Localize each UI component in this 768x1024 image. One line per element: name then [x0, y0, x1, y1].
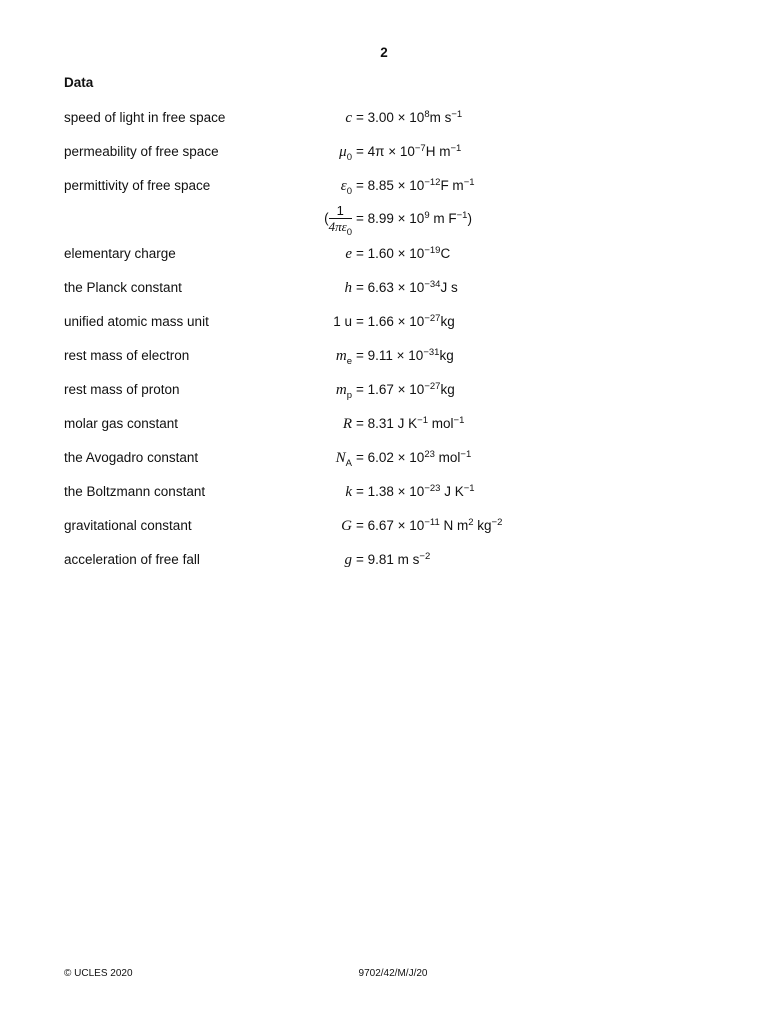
constant-label: acceleration of free fall — [64, 552, 200, 567]
constant-label: speed of light in free space — [64, 110, 226, 125]
value-exponent: −1 — [417, 415, 429, 426]
constant-row — [64, 280, 584, 300]
unit-exponent: −1 — [456, 210, 468, 221]
value-exponent: −23 — [424, 483, 441, 494]
symbol-subscript: e — [346, 356, 352, 367]
symbol-text: m — [335, 382, 347, 398]
unit-text: N m — [439, 518, 469, 533]
data-heading: Data — [64, 75, 94, 90]
value-text: = 6.63 × 10 — [356, 280, 425, 295]
unit-text: J K — [440, 484, 464, 499]
reciprocal-row — [64, 204, 584, 238]
constant-value — [356, 416, 464, 431]
constant-label: the Avogadro constant — [64, 450, 199, 465]
symbol-text: m — [335, 348, 347, 364]
unit-text: kg — [439, 348, 454, 363]
constant-label: elementary charge — [64, 246, 176, 261]
value-text: = 6.67 × 10 — [356, 518, 425, 533]
value-text: = 8.85 × 10 — [356, 178, 425, 193]
unit-exponent: −1 — [463, 483, 475, 494]
unit-text: H m — [425, 144, 451, 159]
value-exponent: −34 — [424, 279, 441, 290]
value-text: = 1.60 × 10 — [356, 246, 425, 261]
constant-row — [64, 552, 584, 572]
unit-text: F m — [440, 178, 464, 193]
constant-row — [64, 416, 584, 436]
constant-value — [356, 144, 461, 159]
constant-value — [356, 484, 475, 499]
constant-value — [356, 178, 475, 193]
constant-label: gravitational constant — [64, 518, 192, 533]
constant-value — [356, 382, 455, 397]
symbol-subscript: p — [346, 390, 352, 401]
constant-label: the Boltzmann constant — [64, 484, 206, 499]
value-text: = 6.02 × 10 — [356, 450, 425, 465]
constant-row — [64, 484, 584, 504]
page-number: 2 — [380, 45, 388, 60]
value-exponent: −11 — [424, 517, 440, 528]
constant-value — [356, 246, 450, 261]
value-exponent: 8 — [424, 109, 430, 120]
denominator-subscript: 0 — [346, 227, 352, 238]
value-text: = 4π × 10 — [356, 144, 415, 159]
unit-text: kg — [440, 314, 455, 329]
constant-label: unified atomic mass unit — [64, 314, 209, 329]
constant-symbol — [64, 246, 352, 263]
constant-symbol — [64, 518, 352, 535]
unit-text: m s — [429, 110, 452, 125]
value-text: = 9.81 m s — [356, 552, 420, 567]
constant-row — [64, 110, 584, 130]
value-text: = 8.31 J K — [356, 416, 418, 431]
paper-code: 9702/42/M/J/20 — [358, 968, 428, 979]
unit-exponent: −1 — [453, 415, 465, 426]
constant-value — [356, 552, 430, 567]
symbol-text: h — [344, 280, 352, 296]
constant-label: rest mass of electron — [64, 348, 190, 363]
copyright-notice: © UCLES 2020 — [64, 968, 133, 979]
symbol-subscript: A — [345, 458, 352, 469]
value-text: = 9.11 × 10 — [356, 348, 424, 363]
unit-text: J s — [440, 280, 458, 295]
unit-exponent: 2 — [468, 517, 474, 528]
constant-value — [356, 280, 458, 295]
open-paren: ( — [324, 210, 329, 226]
constant-label: permittivity of free space — [64, 178, 211, 193]
value-exponent: −12 — [424, 177, 441, 188]
constant-symbol — [64, 110, 352, 127]
symbol-text: 1 u — [333, 314, 352, 329]
constant-value — [356, 518, 502, 533]
constant-row — [64, 314, 584, 334]
symbol-text: c — [345, 110, 352, 126]
constant-label: the Planck constant — [64, 280, 182, 295]
constant-row — [64, 518, 584, 538]
value-exponent: −7 — [414, 143, 426, 154]
symbol-text: μ — [339, 144, 347, 160]
symbol-text: N — [335, 450, 346, 466]
constant-row — [64, 144, 584, 164]
constant-symbol — [64, 144, 352, 161]
constant-symbol — [64, 552, 352, 569]
constant-symbol — [64, 450, 352, 467]
value-exponent: −27 — [424, 381, 441, 392]
value-exponent: −27 — [424, 313, 441, 324]
symbol-text: e — [345, 246, 352, 262]
value-text: = 1.66 × 10 — [356, 314, 425, 329]
symbol-subscript: 0 — [346, 152, 352, 163]
fraction-denominator — [328, 219, 352, 238]
constant-row — [64, 178, 584, 198]
symbol-text: R — [342, 416, 352, 432]
unit-text: kg — [440, 382, 455, 397]
constant-symbol — [64, 280, 352, 297]
value-text: = 8.99 × 10 — [356, 211, 425, 226]
constant-value — [356, 314, 455, 329]
constant-row — [64, 382, 584, 402]
fraction — [328, 203, 352, 238]
constant-symbol — [64, 348, 352, 365]
close-paren: ) — [467, 211, 472, 226]
value-text: = 3.00 × 10 — [356, 110, 425, 125]
constant-symbol — [64, 314, 352, 329]
constant-label: rest mass of proton — [64, 382, 180, 397]
symbol-text: k — [345, 484, 352, 500]
unit-text: kg — [473, 518, 492, 533]
value-text: = 1.67 × 10 — [356, 382, 425, 397]
constant-label: permeability of free space — [64, 144, 219, 159]
value-text: = 1.38 × 10 — [356, 484, 425, 499]
constant-value — [356, 450, 471, 465]
denominator-text: 4πε — [328, 219, 347, 234]
unit-text: mol — [434, 450, 461, 465]
constant-symbol — [64, 382, 352, 399]
value-exponent: 9 — [424, 210, 430, 221]
value-exponent: 23 — [424, 449, 435, 460]
constant-value — [356, 348, 454, 363]
value-exponent: −2 — [419, 551, 431, 562]
symbol-text: ε — [340, 178, 347, 194]
unit-text: m F — [429, 211, 457, 226]
constant-value — [356, 110, 462, 125]
unit-exponent: −1 — [463, 177, 475, 188]
unit-text: C — [440, 246, 451, 261]
constant-symbol — [64, 178, 352, 195]
symbol-text: g — [344, 552, 352, 568]
constant-symbol — [64, 484, 352, 501]
reciprocal-symbol — [64, 203, 352, 238]
constant-symbol — [64, 416, 352, 433]
symbol-text: G — [341, 518, 352, 534]
constant-label: molar gas constant — [64, 416, 179, 431]
value-exponent: −19 — [424, 245, 441, 256]
unit-exponent: −2 — [491, 517, 503, 528]
unit-text: mol — [428, 416, 454, 431]
unit-exponent: −1 — [450, 143, 462, 154]
constant-row — [64, 348, 584, 368]
value-exponent: −31 — [423, 347, 440, 358]
constant-row — [64, 246, 584, 266]
reciprocal-value — [356, 211, 472, 226]
unit-exponent: −1 — [451, 109, 463, 120]
unit-exponent: −1 — [460, 449, 472, 460]
symbol-subscript: 0 — [346, 186, 352, 197]
fraction-numerator: 1 — [329, 204, 352, 219]
constant-row — [64, 450, 584, 470]
